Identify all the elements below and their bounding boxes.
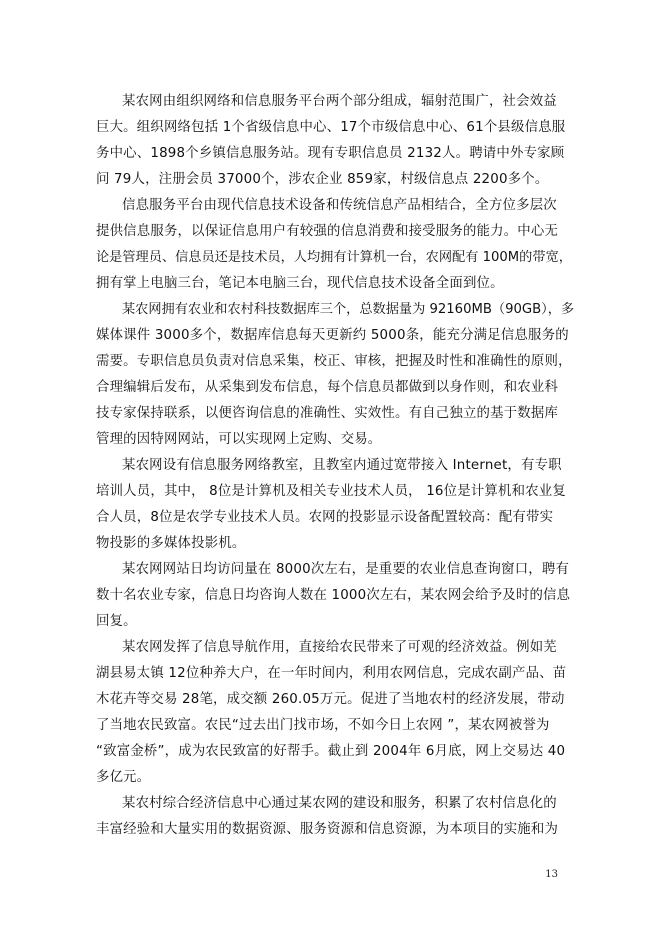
text-line: 了当地农民致富。农民“过去出门找市场，不如今日上农网 ”，某农网被誉为: [96, 718, 550, 733]
text-line: 合理编辑后发布，从采集到发布信息，每个信息员都做到以身作则，和农业科: [96, 380, 559, 395]
text-line: 培训人员，其中， 8位是计算机及相关专业技术人员， 16位是计算机和农业复: [96, 484, 566, 499]
text-line: 信息服务平台由现代信息技术设备和传统信息产品相结合，全方位多层次: [122, 198, 557, 213]
text-line: “致富金桥”，成为农民致富的好帮手。截止到 2004年 6月底，网上交易达 40: [96, 744, 566, 759]
text-line: 管理的因特网网站，可以实现网上定购、交易。: [96, 432, 382, 447]
paragraph-1: [96, 89, 576, 193]
text-line: 某农网设有信息服务网络教室，且教室内通过宽带接入 Internet，有专职: [122, 458, 562, 473]
paragraph-6: [96, 635, 576, 791]
text-line: 拥有掌上电脑三台，笔记本电脑三台，现代信息技术设备全面到位。: [96, 276, 504, 291]
text-line: 某农村综合经济信息中心通过某农网的建设和服务，积累了农村信息化的: [122, 796, 557, 811]
text-line: 丰富经验和大量实用的数据资源、服务资源和信息资源，为本项目的实施和为: [96, 822, 559, 837]
text-line: 某农网网站日均访问量在 8000次左右，是重要的农业信息查询窗口，聘有: [122, 562, 570, 577]
text-line: 物投影的多媒体投影机。: [96, 536, 246, 551]
text-line: 需要。专职信息员负责对信息采集，校正、审核，把握及时性和准确性的原则，: [96, 354, 572, 369]
text-line: 论是管理员、信息员还是技术员，人均拥有计算机一台，农网配有 100M的带宽，: [96, 250, 572, 265]
text-line: 数十名农业专家，信息日均咨询人数在 1000次左右，某农网会给予及时的信息: [96, 588, 571, 603]
text-line: 湖县易太镇 12位种养大户，在一年时间内，利用农网信息，完成农副产品、苗: [96, 666, 567, 681]
text-line: 技专家保持联系，以便咨询信息的准确性、实效性。有自己独立的基于数据库: [96, 406, 559, 421]
paragraph-3: [96, 297, 576, 453]
text-line: 某农网拥有农业和农村科技数据库三个，总数据量为 92160MB（90GB），多: [122, 302, 575, 317]
page-number: 13: [545, 869, 558, 880]
text-line: 某农网发挥了信息导航作用，直接给农民带来了可观的经济效益。例如芜: [122, 640, 557, 655]
text-line: 回复。: [96, 614, 137, 629]
paragraph-5: [96, 557, 576, 635]
text-line: 某农网由组织网络和信息服务平台两个部分组成，辐射范围广，社会效益: [122, 94, 557, 109]
text-line: 多亿元。: [96, 770, 151, 785]
paragraph-2: [96, 193, 576, 297]
text-line: 问 79人，注册会员 37000个，涉农企业 859家，村级信息点 2200多个。: [96, 172, 549, 187]
text-line: 巨大。组织网络包括 1个省级信息中心、17个市级信息中心、61个县级信息服: [96, 120, 566, 135]
text-line: 木花卉等交易 28笔，成交额 260.05万元。促进了当地农村的经济发展，带动: [96, 692, 565, 707]
text-line: 务中心、1898个乡镇信息服务站。现有专职信息员 2132人。聘请中外专家顾: [96, 146, 565, 161]
paragraph-4: [96, 453, 576, 557]
text-line: 合人员，8位是农学专业技术人员。农网的投影显示设备配置较高：配有带实: [96, 510, 554, 525]
text-line: 提供信息服务，以保证信息用户有较强的信息消费和接受服务的能力。中心无: [96, 224, 559, 239]
text-line: 媒体课件 3000多个，数据库信息每天更新约 5000条，能充分满足信息服务的: [96, 328, 569, 343]
paragraph-7: [96, 791, 576, 843]
